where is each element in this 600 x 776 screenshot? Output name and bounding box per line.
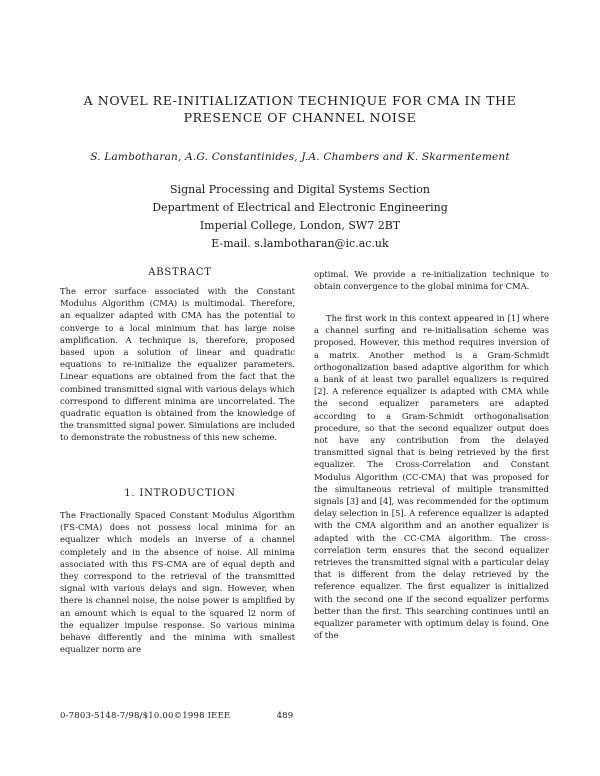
paper-title-line-2: PRESENCE OF CHANNEL NOISE: [183, 110, 417, 125]
paper-title-line-1: A NOVEL RE-INITIALIZATION TECHNIQUE FOR CMA IN THE: [83, 93, 517, 108]
abstract-text: The error surface associated with the Constant Modulus Algorithm (CMA) is multimodal. Therefore, an equalizer adapted with CMA has the potential to converge to a local minimum that has large noise amplification. A technique is, therefore, proposed based upon a solution of linear and quadratic equations to re-initialize the equalizer parameters. Linear equations are obtained from the fact that the combined transmitted signal with various delays which correspond to different minima are uncorrelated. The quadratic equation is obtained from the knowledge of the transmitted signal power. Simulations are included to demonstrate the robustness of this new scheme.: [60, 286, 295, 443]
introduction-text: The Fractionally Spaced Constant Modulus Algorithm (FS-CMA) does not possess local minima for an equalizer which models an inverse of a channel completely and in the absence of noise. All minima associated with this FS-CMA are of equal depth and they correspond to the retrieval of the transmitted signal with various delays and sign. However, when there is channel noise, the noise power is amplified by an amount which is equal to the squared l2 norm of the equalizer impulse response. So various minima behave differently and the minima with smallest equalizer norm are: [60, 510, 295, 655]
affiliation-line-1: Signal Processing and Digital Systems Section: [170, 183, 430, 196]
introduction-heading: 1. INTRODUCTION: [124, 488, 236, 499]
right-column-paragraph-1: optimal. We provide a re-initialization technique to obtain convergence to the global minima for CMA.: [314, 269, 549, 292]
page-number: 489: [276, 711, 294, 721]
author-list: S. Lambotharan, A.G. Constantinides, J.A. Chambers and K. Skarmentement: [90, 151, 510, 163]
abstract-heading: ABSTRACT: [148, 267, 212, 278]
affiliation-line-2: Department of Electrical and Electronic Engineering: [152, 201, 448, 214]
right-column-paragraph-2: The first work in this context appeared in [1] where a channel surfing and re-initialisation scheme was proposed. However, this method requires inversion of a matrix. Another method is a Gram-Schmidt orthogonalization based adaptive algorithm for which a bank of at least two parallel equalizers is required [2]. A reference equalizer is adapted with CMA while the second equalizer parameters are adapted according to a Gram-Schmidt orthogonalisation procedure, so that the second equalizer output does not have any contribution from the delayed transmitted signal that is being retrieved by the first equalizer. The Cross-Correlation and Constant Modulus Algorithm (CC-CMA) that was proposed for the simultaneous retrieval of multiple transmitted signals [3] and [4], was recommended for the optimum delay selection in [5]. A reference equalizer is adapted with the CMA algorithm and an another equalizer is adapted with the CC-CMA algorithm. The cross-correlation term ensures that the second equalizer retrieves the transmitted signal with a particular delay that is different from the delay retrieved by the reference equalizer. The first equalizer is initialized with the second one if the second equalizer performs better than the first. This searching continues until an equalizer parameter with optimum delay is found. One of the: [314, 313, 549, 641]
affiliation-line-3: Imperial College, London, SW7 2BT: [199, 219, 401, 232]
affiliation-email: E-mail. s.lambotharan@ic.ac.uk: [211, 237, 389, 250]
copyright-footer: 0-7803-5148-7/98/$10.00©1998 IEEE: [60, 711, 231, 721]
